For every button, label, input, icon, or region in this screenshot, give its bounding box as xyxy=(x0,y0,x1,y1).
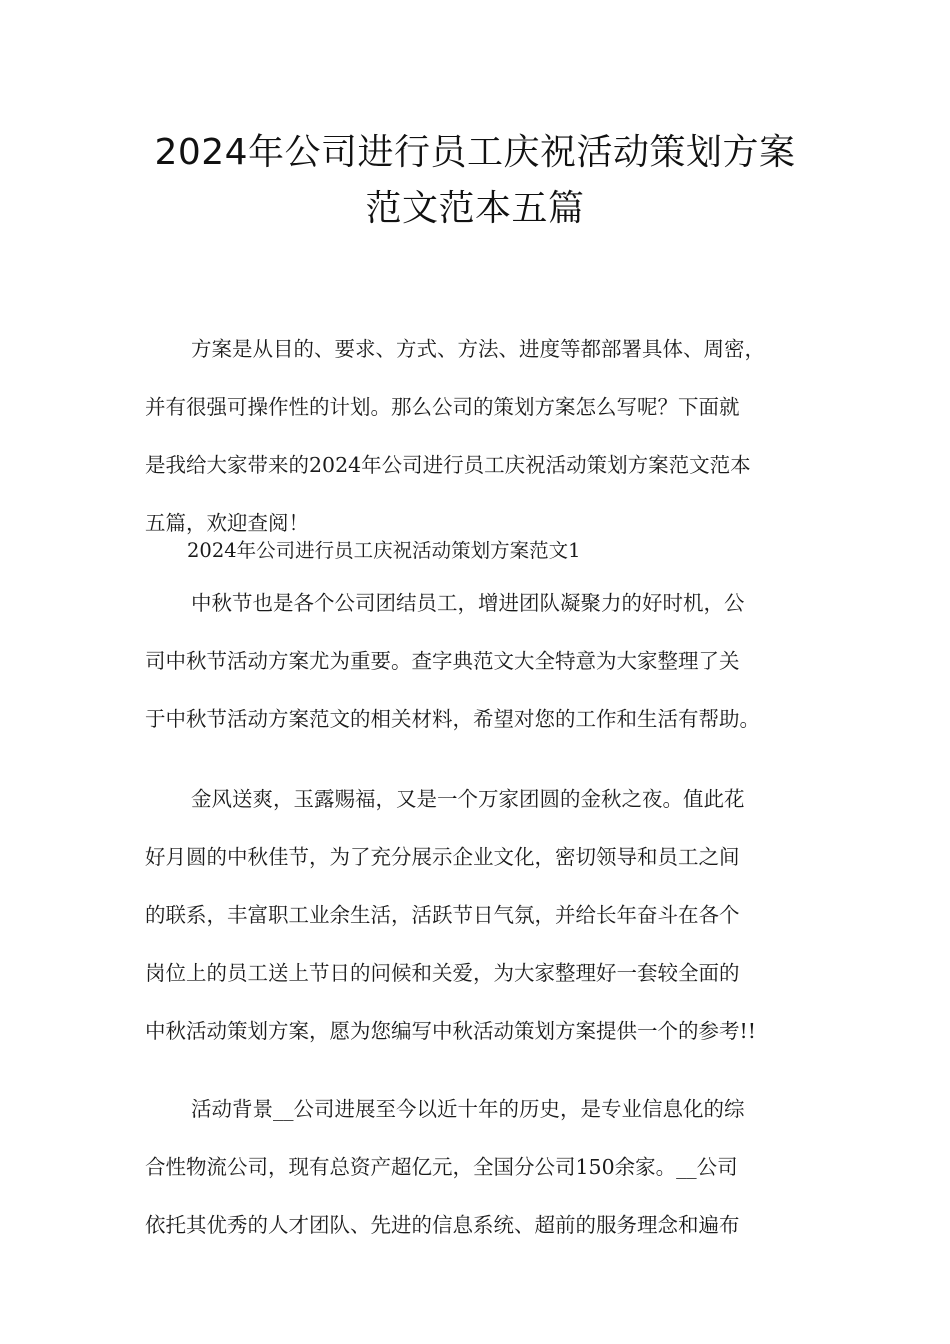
paragraph-line: 中秋活动策划方案，愿为您编写中秋活动策划方案提供一个的参考!! xyxy=(145,1019,756,1043)
paragraph-line: 的联系，丰富职工业余生活，活跃节日气氛，并给长年奋斗在各个 xyxy=(145,903,740,927)
paragraph-line: 中秋节也是各个公司团结员工，增进团队凝聚力的好时机，公 xyxy=(191,591,745,615)
paragraph-line: 岗位上的员工送上节日的问候和关爱，为大家整理好一套较全面的 xyxy=(145,961,740,985)
document-title-line-1: 2024年公司进行员工庆祝活动策划方案 xyxy=(154,132,796,173)
document-title-line-2: 范文范本五篇 xyxy=(365,188,585,229)
intro-paragraph xyxy=(145,320,825,552)
paragraph-3 xyxy=(145,1080,825,1254)
section-heading-text: 2024年公司进行员工庆祝活动策划方案范文1 xyxy=(187,539,581,562)
paragraph-line: 好月圆的中秋佳节，为了充分展示企业文化，密切领导和员工之间 xyxy=(145,845,740,869)
section-heading xyxy=(145,522,825,580)
paragraph-line: 金风送爽，玉露赐福，又是一个万家团圆的金秋之夜。值此花 xyxy=(191,787,745,811)
intro-line: 方案是从目的、要求、方式、方法、进度等都部署具体、周密， xyxy=(191,337,765,361)
paragraph-1 xyxy=(145,574,825,748)
paragraph-line: 合性物流公司，现有总资产超亿元，全国分公司150余家。__公司 xyxy=(145,1155,738,1179)
paragraph-line: 于中秋节活动方案范文的相关材料，希望对您的工作和生活有帮助。 xyxy=(145,707,760,731)
intro-line: 并有很强可操作性的计划。那么公司的策划方案怎么写呢？下面就 xyxy=(145,395,740,419)
intro-line: 五篇，欢迎查阅！ xyxy=(145,511,309,535)
paragraph-2 xyxy=(145,770,825,1060)
paragraph-line: 活动背景__公司进展至今以近十年的历史，是专业信息化的综 xyxy=(191,1097,745,1121)
intro-line: 是我给大家带来的2024年公司进行员工庆祝活动策划方案范文范本 xyxy=(145,453,751,477)
paragraph-line: 依托其优秀的人才团队、先进的信息系统、超前的服务理念和遍布 xyxy=(145,1213,740,1237)
paragraph-line: 司中秋节活动方案尤为重要。查字典范文大全特意为大家整理了关 xyxy=(145,649,740,673)
